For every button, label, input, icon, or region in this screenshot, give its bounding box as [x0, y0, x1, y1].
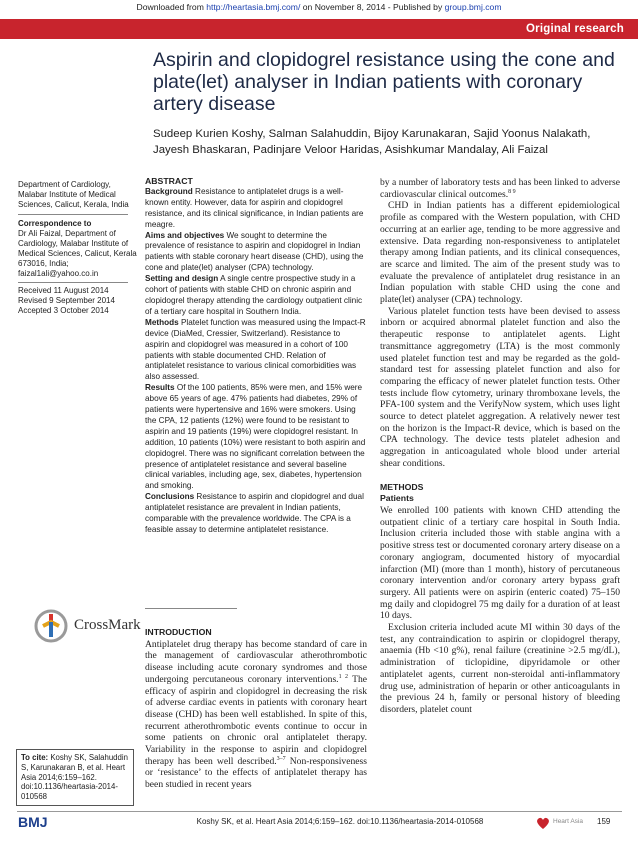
revised-date: Revised 9 September 2014 — [18, 296, 115, 305]
introduction-section — [145, 627, 367, 791]
body-paragraph: We enrolled 100 patients with known CHD attending the outpatient clinic of a tertiary care hospital in South India. Inclusion criteria included those with stable angina with a positive stress test or documented coronary artery disease on a coronary angiogram, documented history of myocardial infarction (MI) (more than 1 month), history of percutaneous coronary intervention and/or coronary artery bypass graft surgery. All patients were on aspirin (enteric coated) 75–150 mg daily and clopidogrel 75 mg daily for a duration of at least 10 days. — [380, 504, 620, 622]
citation-box — [16, 749, 134, 806]
footer-citation: Koshy SK, et al. Heart Asia 2014;6:159–162. doi:10.1136/heartasia-2014-010568 — [196, 817, 484, 826]
download-banner — [0, 2, 638, 12]
right-column — [380, 177, 620, 716]
author-list: Sudeep Kurien Koshy, Salman Salahuddin, Bijoy Karunakaran, Sajid Yoonus Nalakath, Jayesh Bhaskaran, Padinjare Veloor Haridas, Asishkumar Mandalay, Ali Faizal — [153, 128, 591, 156]
abstract-text: Resistance to antiplatelet drugs is a well-known entity. However, data for aspirin and clopidogrel resistance, and its clinical significance, in Indian patients are meagre. — [145, 186, 364, 229]
cite-text: Koshy SK, Salahuddin S, Karunakaran B, et al. Heart Asia 2014;6:159–162. doi:10.1136/heartasia-2014-010568 — [21, 753, 128, 802]
intro-text: The efficacy of aspirin and clopidogrel in decreasing the risk of adverse cardiac events in patients with coronary heart disease (CHD) has been well established. In spite of this, recurrent atherothrombotic events continue to occur in some patients on chronic oral antiplatelet therapy. Variability in the response to aspirin and clopidogrel therapy has been well described. — [145, 673, 367, 767]
abstract-label: Background — [145, 186, 193, 196]
abstract-text: Platelet function was measured using the Impact-R device (DiaMed, Cressier, Switzerland). Resistance to aspirin and clopidogrel was measured in a cohort of 100 patients with stable documented CHD. Relation of antiplatelet resistance to various clinical comorbidities was also assessed. — [145, 317, 366, 382]
abstract-results — [145, 383, 366, 492]
section-label: Original research — [526, 23, 624, 35]
body-text: by a number of laboratory tests and has been linked to adverse cardiovascular clinical outcomes. — [380, 177, 620, 200]
correspondence-block — [18, 219, 138, 279]
body-paragraph: Various platelet function tests have been devised to assess inborn or acquired abnormal platelet function and also the therapeutic response to antiplatelet agents. Light transmittance aggregometry (LTA) is the most commonly used platelet function test and may be regarded as the gold-standard test for assessing platelet function and also for comparing the efficacy of newer platelet function tests. Other tests include flow cytometry, urinary thromboxane levels, the PFA-100 system and the VerifyNow system, which uses light source to detect platelet aggregation. A relatively newer test on the horizon is the Impact-R device, which is based on the CPA technology. The device tests platelet adhesion and aggregation in anticoagulated whole blood under arterial shear conditions. — [380, 305, 620, 469]
abstract-label: Aims and objectives — [145, 230, 225, 240]
affiliation: Department of Cardiology, Malabar Institute of Medical Sciences, Calicut, Kerala, India — [18, 180, 129, 209]
abstract-heading: ABSTRACT — [145, 176, 193, 186]
abstract-text: Resistance to aspirin and clopidogrel and dual antiplatelet resistance are prevalent in Indian patients, comparable with the prevalence worldwide. The CPA is a feasible assay to determine antiplatelet resistance. — [145, 492, 364, 534]
footer-divider — [17, 811, 622, 812]
abstract-label: Setting and design — [145, 274, 219, 284]
abstract-background — [145, 187, 366, 231]
reference-marker: 8 9 — [508, 188, 516, 195]
cite-heading: To cite: — [21, 753, 49, 762]
abstract-label: Results — [145, 383, 175, 393]
banner-url-link[interactable]: http://heartasia.bmj.com/ — [206, 2, 301, 12]
intro-text: Antiplatelet drug therapy has become standard of care in the management of cardiovascular atherothrombotic disease including acute coronary syndromes and those undergoing percutaneous coronary interventions. — [145, 638, 367, 685]
abstract-aims — [145, 231, 366, 275]
abstract-label: Conclusions — [145, 492, 195, 502]
body-paragraph: Exclusion criteria included acute MI within 30 days of the test, any contraindication to aspirin or clopidogrel therapy, anaemia (Hb <10 g%), renal failure (creatinine >2.5 mg/dL), administration of ticlopidine, dipyridamole or other antiplatelet agents, current non-steroidal anti-inflammatory drug use, administration of heparin or other anticoagulants in the previous 24 h, family or personal history of bleeding disorders, platelet count — [380, 622, 620, 715]
abstract-setting — [145, 274, 366, 318]
reference-marker: 3–7 — [276, 755, 286, 762]
correspondence-heading: Correspondence to — [18, 219, 92, 228]
banner-publisher-link[interactable]: group.bmj.com — [444, 2, 502, 12]
dates-block — [18, 286, 138, 316]
journal-logo — [535, 812, 590, 834]
body-paragraph — [380, 177, 620, 200]
section-label-bar — [0, 19, 638, 39]
abstract-label: Methods — [145, 317, 179, 327]
body-paragraph: CHD in Indian patients has a different epidemiological profile as compared with the Western population, with CHD occurring at an earlier age, tending to be more aggressive and extensive. Data regarding non-responsiveness to antiplatelet therapy among Indian patients, and its clinical consequences, are scarce and limited. The aim of the present study was to evaluate the prevalence of antiplatelet drug resistance in an Indian population with stable CHD using the cone and plate(let) analyser (CPA) technology. — [380, 200, 620, 306]
banner-middle: on November 8, 2014 - Published by — [300, 2, 445, 12]
crossmark-label: CrossMark — [74, 617, 141, 633]
abstract-text: A single centre prospective study in a cohort of patients with stable CHD on chronic aspirin and clopidogrel therapy attending the cardiology outpatient clinic of a tertiary care hospital in Southern India. — [145, 274, 363, 316]
abstract-text: We sought to determine the prevalence of resistance to aspirin and clopidogrel in Indian patients with stable coronary heart disease (CHD), using the cone and plate(let) analyser (CPA) technology. — [145, 230, 364, 273]
patients-subheading: Patients — [380, 493, 414, 504]
abstract-conclusions — [145, 492, 366, 536]
crossmark-icon — [34, 609, 68, 643]
received-date: Received 11 August 2014 — [18, 286, 109, 295]
reference-marker: 1 2 — [338, 673, 348, 680]
abstract-text: Of the 100 patients, 85% were men, and 15% were above 65 years of age. 47% patients had diabetes, 29% of patients were hypertensive and 16% were smokers. Using the CPA, 12 patients (12%) were found to be resistant to aspirin and 19 patients (19%) were clopidogrel resistant. In addition, 10 patients (10%) were resistant to both aspirin and clopidogrel. There was no significant correlation between the presence of antiplatelet resistance and several baseline clinical variables, including age, sex, diabetes, hypertension and smoking. — [145, 383, 366, 491]
heart-icon — [535, 815, 551, 831]
methods-heading: METHODS — [380, 481, 424, 492]
abstract — [145, 176, 366, 536]
divider — [145, 608, 237, 609]
page-number: 159 — [597, 817, 611, 826]
bmj-logo: BMJ — [18, 814, 48, 830]
accepted-date: Accepted 3 October 2014 — [18, 306, 109, 315]
divider — [18, 282, 128, 283]
intro-text: Non-responsiveness or ‘resistance’ to the effects of antiplatelet therapy has been studied in recent years — [145, 755, 368, 791]
correspondence-text: Dr Ali Faizal, Department of Cardiology, Malabar Institute of Medical Sciences, Calicut, Kerala 673016, India; faizal1ali@yahoo.co.in — [18, 229, 137, 278]
banner-prefix: Downloaded from — [136, 2, 207, 12]
article-title: Aspirin and clopidogrel resistance using the cone and plate(let) analyser in Indian patients with coronary artery disease — [153, 49, 615, 115]
introduction-paragraph — [145, 639, 367, 791]
crossmark-badge[interactable] — [34, 609, 144, 643]
divider — [18, 214, 128, 215]
introduction-heading: INTRODUCTION — [145, 627, 212, 637]
abstract-methods — [145, 318, 366, 383]
journal-logo-text: Heart Asia — [553, 818, 583, 825]
